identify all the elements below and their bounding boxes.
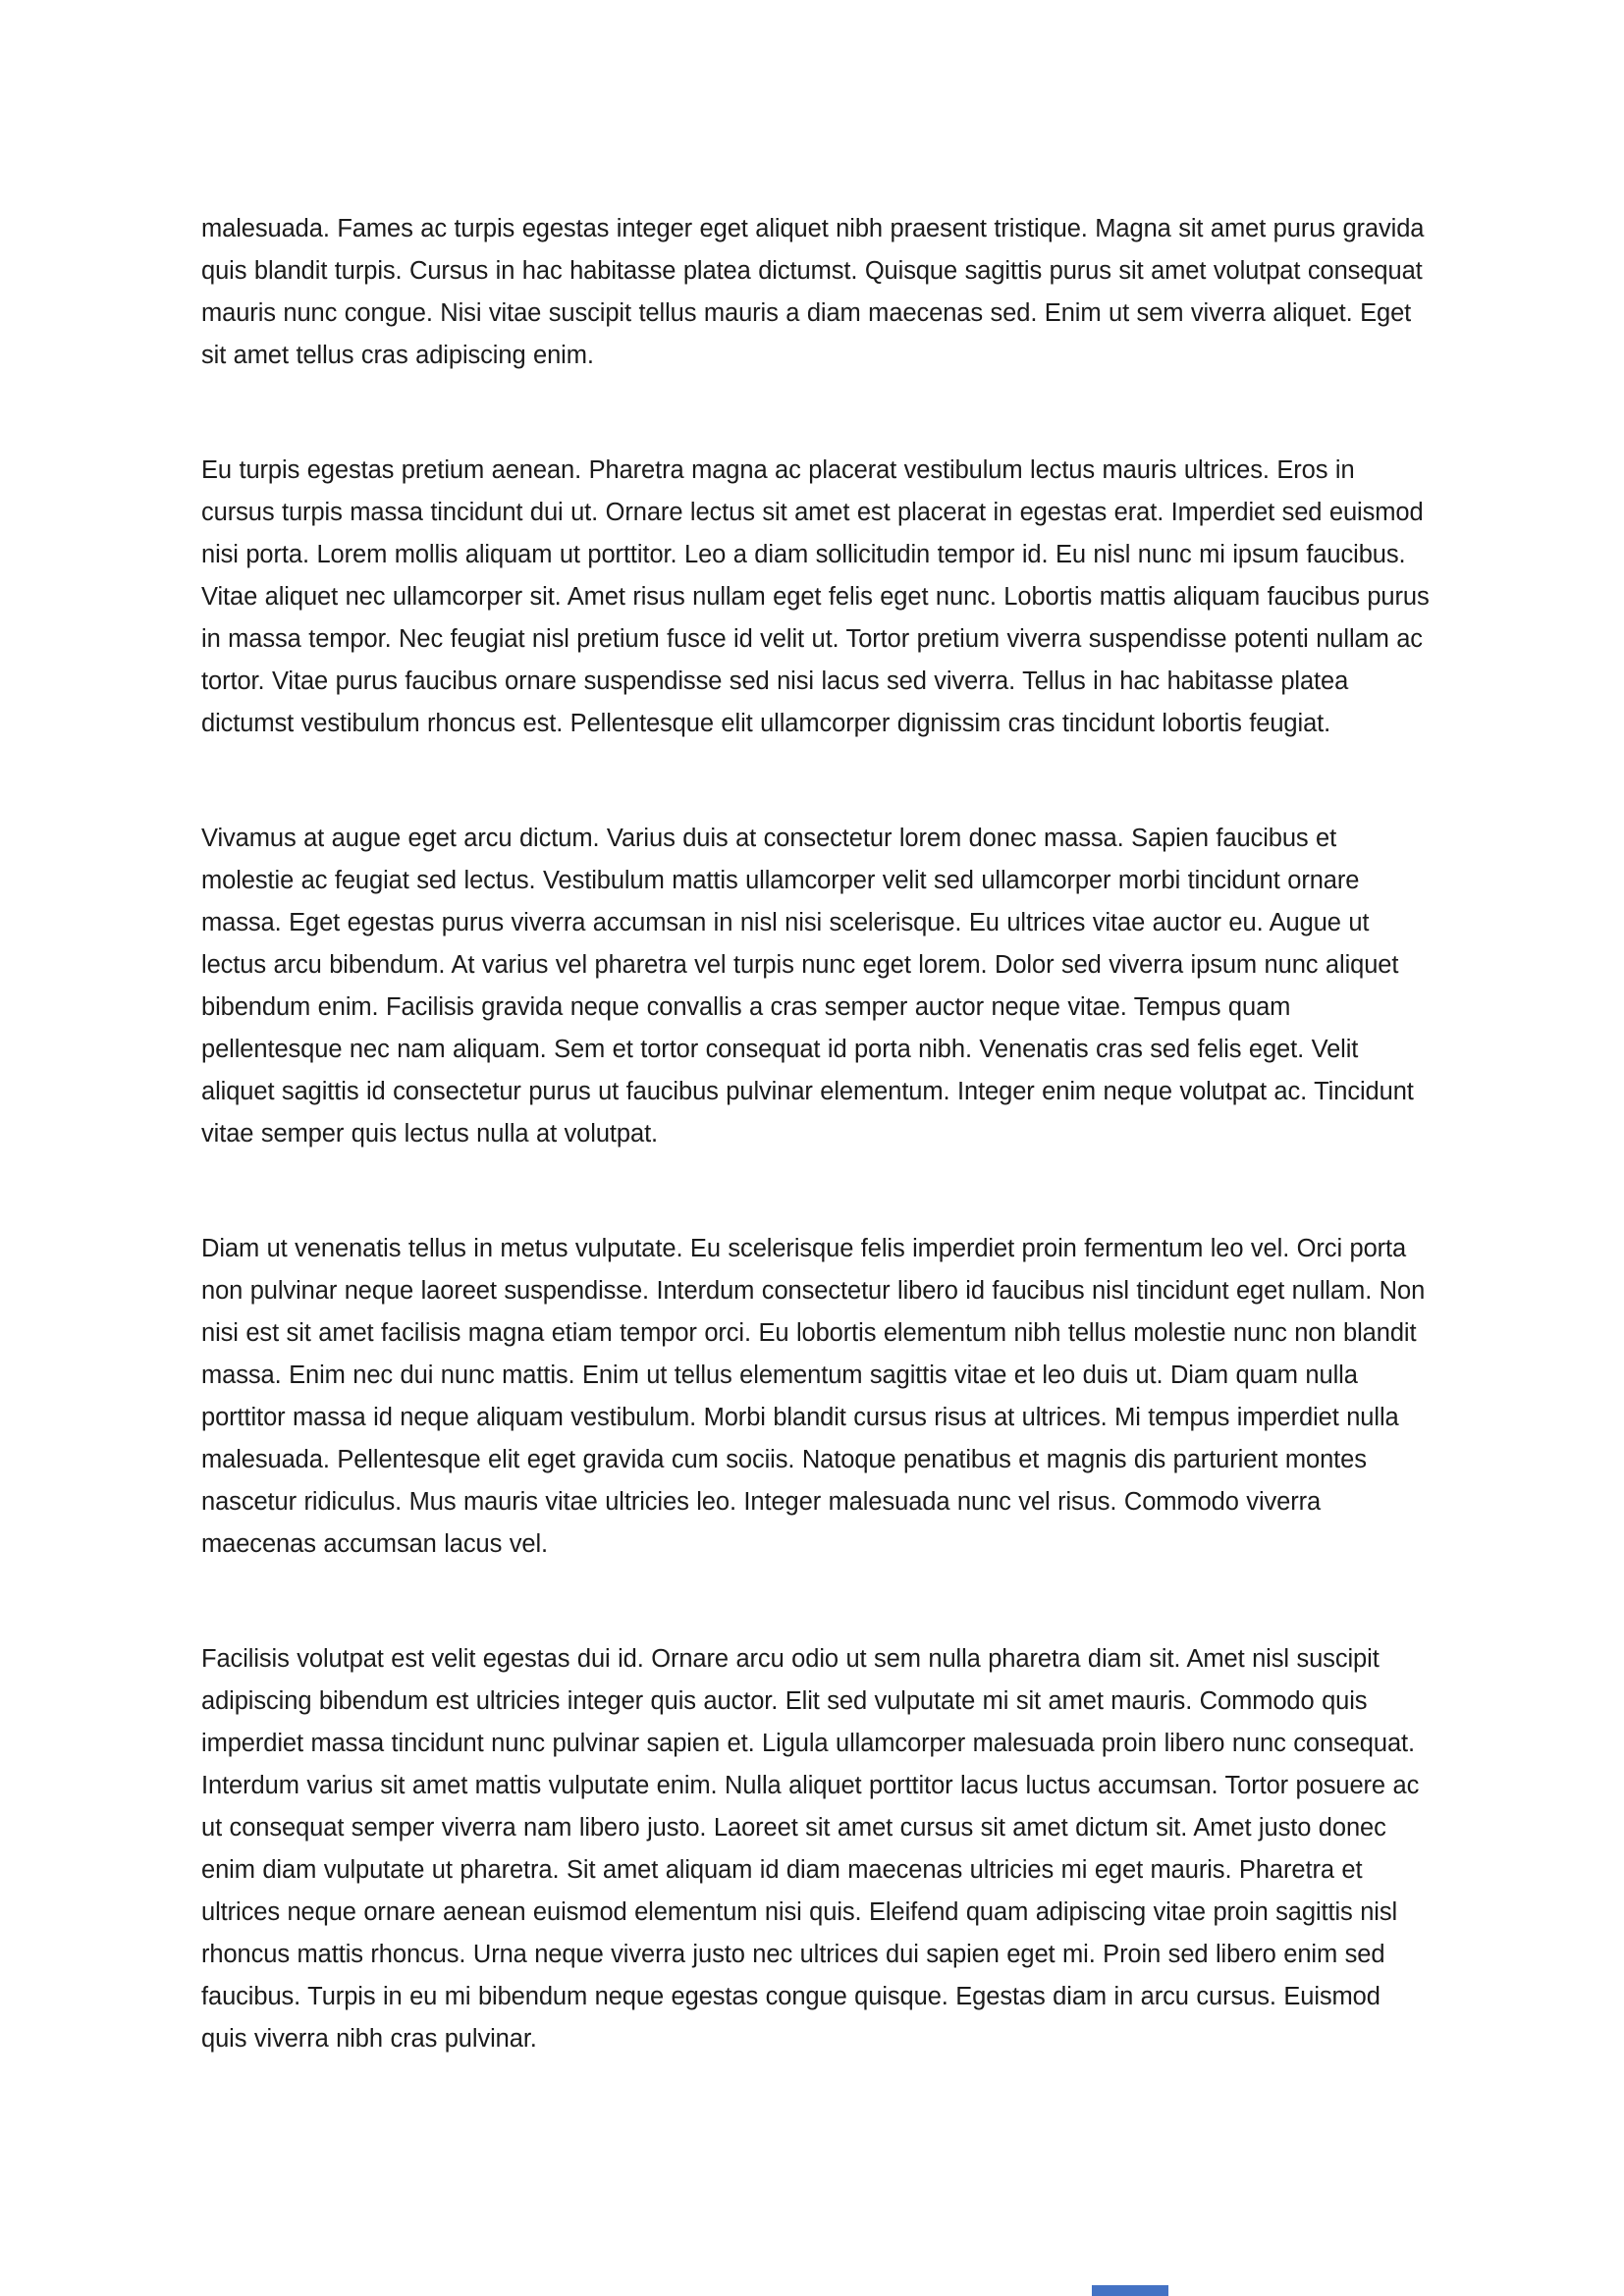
document-body-text xyxy=(201,208,1431,2133)
paragraph: Diam ut venenatis tellus in metus vulputate. Eu scelerisque felis imperdiet proin fermentum leo vel. Orci porta non pulvinar neque laoreet suspendisse. Interdum consectetur libero id faucibus nisl tincidunt eget nullam. Non nisi est sit amet facilisis magna etiam tempor orci. Eu lobortis elementum nibh tellus molestie nunc non blandit massa. Enim nec dui nunc mattis. Enim ut tellus elementum sagittis vitae et leo duis ut. Diam quam nulla porttitor massa id neque aliquam vestibulum. Morbi blandit cursus risus at ultrices. Mi tempus imperdiet nulla malesuada. Pellentesque elit eget gravida cum sociis. Natoque penatibus et magnis dis parturient montes nascetur ridiculus. Mus mauris vitae ultricies leo. Integer malesuada nunc vel risus. Commodo viverra maecenas accumsan lacus vel. xyxy=(201,1235,1426,1558)
paragraph: Eu turpis egestas pretium aenean. Pharetra magna ac placerat vestibulum lectus mauris ultrices. Eros in cursus turpis massa tincidunt dui ut. Ornare lectus sit amet est placerat in egestas erat. Imperdiet sed euismod nisi porta. Lorem mollis aliquam ut porttitor. Leo a diam sollicitudin tempor id. Eu nisl nunc mi ipsum faucibus. Vitae aliquet nec ullamcorper sit. Amet risus nullam eget felis eget nunc. Lobortis mattis aliquam faucibus purus in massa tempor. Nec feugiat nisl pretium fusce id velit ut. Tortor pretium viverra suspendisse potenti nullam ac tortor. Vitae purus faucibus ornare suspendisse sed nisi lacus sed viverra. Tellus in hac habitasse platea dictumst vestibulum rhoncus est. Pellentesque elit ullamcorper dignissim cras tincidunt lobortis feugiat. xyxy=(201,456,1430,737)
paragraph: Vivamus at augue eget arcu dictum. Varius duis at consectetur lorem donec massa. Sapien faucibus et molestie ac feugiat sed lectus. Vestibulum mattis ullamcorper velit sed ullamcorper morbi tincidunt ornare massa. Eget egestas purus viverra accumsan in nisl nisi scelerisque. Eu ultrices vitae auctor eu. Augue ut lectus arcu bibendum. At varius vel pharetra vel turpis nunc eget lorem. Dolor sed viverra ipsum nunc aliquet bibendum enim. Facilisis gravida neque convallis a cras semper auctor neque vitae. Tempus quam pellentesque nec nam aliquam. Sem et tortor consequat id porta nibh. Venenatis cras sed felis eget. Velit aliquet sagittis id consectetur purus ut faucibus pulvinar elementum. Integer enim neque volutpat ac. Tincidunt vitae semper quis lectus nulla at volutpat. xyxy=(201,825,1414,1148)
paragraph: Facilisis volutpat est velit egestas dui id. Ornare arcu odio ut sem nulla pharetra diam sit. Amet nisl suscipit adipiscing bibendum est ultricies integer quis auctor. Elit sed vulputate mi sit amet mauris. Commodo quis imperdiet massa tincidunt nunc pulvinar sapien et. Ligula ullamcorper malesuada proin libero nunc consequat. Interdum varius sit amet mattis vulputate enim. Nulla aliquet porttitor lacus luctus accumsan. Tortor posuere ac ut consequat semper viverra nam libero justo. Laoreet sit amet cursus sit amet dictum sit. Amet justo donec enim diam vulputate ut pharetra. Sit amet aliquam id diam maecenas ultricies mi eget mauris. Pharetra et ultrices neque ornare aenean euismod elementum nisi quis. Eleifend quam adipiscing vitae proin sagittis nisl rhoncus mattis rhoncus. Urna neque viverra justo nec ultrices dui sapien eget mi. Proin sed libero enim sed faucibus. Turpis in eu mi bibendum neque egestas congue quisque. Egestas diam in arcu cursus. Euismod quis viverra nibh cras pulvinar. xyxy=(201,1645,1420,2053)
partial-blue-element xyxy=(1092,2285,1168,2296)
paragraph: malesuada. Fames ac turpis egestas integer eget aliquet nibh praesent tristique. Magna sit amet purus gravida quis blandit turpis. Cursus in hac habitasse platea dictumst. Quisque sagittis purus sit amet volutpat consequat mauris nunc congue. Nisi vitae suscipit tellus mauris a diam maecenas sed. Enim ut sem viverra aliquet. Eget sit amet tellus cras adipiscing enim. xyxy=(201,215,1425,369)
